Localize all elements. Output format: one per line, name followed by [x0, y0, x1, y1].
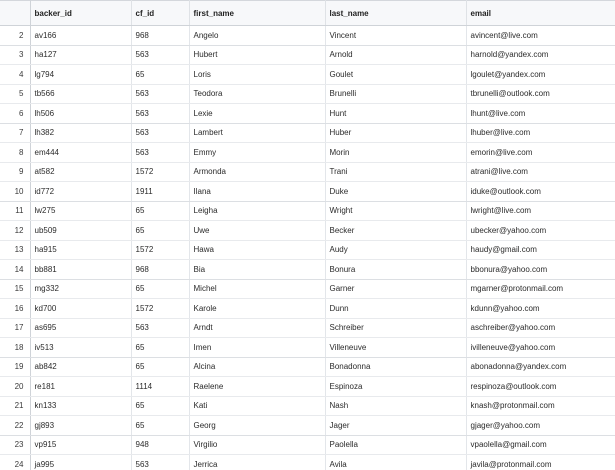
cell-first-name[interactable]: Jerrica	[189, 455, 325, 470]
cell-backer-id[interactable]: ja995	[30, 455, 131, 470]
cell-email[interactable]: atrani@live.com	[466, 162, 615, 182]
cell-backer-id[interactable]: lh382	[30, 123, 131, 143]
cell-first-name[interactable]: Emmy	[189, 143, 325, 163]
cell-email[interactable]: avincent@live.com	[466, 26, 615, 46]
cell-last-name[interactable]: Brunelli	[325, 84, 466, 104]
cell-backer-id[interactable]: lg794	[30, 65, 131, 85]
cell-first-name[interactable]: Georg	[189, 416, 325, 436]
cell-first-name[interactable]: Angelo	[189, 26, 325, 46]
row-number-header[interactable]	[0, 1, 30, 26]
cell-email[interactable]: bbonura@yahoo.com	[466, 260, 615, 280]
cell-first-name[interactable]: Uwe	[189, 221, 325, 241]
cell-cf-id[interactable]: 1572	[131, 299, 189, 319]
row-number[interactable]: 18	[0, 338, 30, 358]
cell-email[interactable]: abonadonna@yandex.com	[466, 357, 615, 377]
cell-last-name[interactable]: Nash	[325, 396, 466, 416]
cell-last-name[interactable]: Huber	[325, 123, 466, 143]
row-number[interactable]: 9	[0, 162, 30, 182]
row-number[interactable]: 16	[0, 299, 30, 319]
row-number[interactable]: 14	[0, 260, 30, 280]
cell-backer-id[interactable]: mg332	[30, 279, 131, 299]
cell-last-name[interactable]: Goulet	[325, 65, 466, 85]
cell-email[interactable]: gjager@yahoo.com	[466, 416, 615, 436]
cell-cf-id[interactable]: 1572	[131, 162, 189, 182]
cell-cf-id[interactable]: 65	[131, 279, 189, 299]
cell-email[interactable]: ivilleneuve@yahoo.com	[466, 338, 615, 358]
row-number[interactable]: 17	[0, 318, 30, 338]
row-number[interactable]: 13	[0, 240, 30, 260]
table-row[interactable]	[0, 221, 615, 241]
cell-last-name[interactable]: Bonura	[325, 260, 466, 280]
cell-email[interactable]: lhuber@live.com	[466, 123, 615, 143]
table-row[interactable]	[0, 26, 615, 46]
cell-first-name[interactable]: Lambert	[189, 123, 325, 143]
cell-backer-id[interactable]: vp915	[30, 435, 131, 455]
cell-cf-id[interactable]: 563	[131, 318, 189, 338]
column-header-backer-id[interactable]: backer_id	[30, 1, 131, 26]
cell-backer-id[interactable]: as695	[30, 318, 131, 338]
row-number[interactable]: 21	[0, 396, 30, 416]
cell-backer-id[interactable]: lw275	[30, 201, 131, 221]
cell-cf-id[interactable]: 65	[131, 201, 189, 221]
table-row[interactable]	[0, 104, 615, 124]
cell-cf-id[interactable]: 563	[131, 455, 189, 470]
cell-first-name[interactable]: Loris	[189, 65, 325, 85]
cell-first-name[interactable]: Ilana	[189, 182, 325, 202]
table-row[interactable]	[0, 396, 615, 416]
cell-cf-id[interactable]: 65	[131, 338, 189, 358]
cell-email[interactable]: emorin@live.com	[466, 143, 615, 163]
cell-cf-id[interactable]: 563	[131, 143, 189, 163]
table-row[interactable]	[0, 65, 615, 85]
cell-last-name[interactable]: Trani	[325, 162, 466, 182]
cell-cf-id[interactable]: 563	[131, 45, 189, 65]
cell-last-name[interactable]: Garner	[325, 279, 466, 299]
cell-backer-id[interactable]: tb566	[30, 84, 131, 104]
cell-email[interactable]: harnold@yandex.com	[466, 45, 615, 65]
cell-backer-id[interactable]: iv513	[30, 338, 131, 358]
cell-backer-id[interactable]: ha915	[30, 240, 131, 260]
cell-cf-id[interactable]: 1911	[131, 182, 189, 202]
cell-first-name[interactable]: Alcina	[189, 357, 325, 377]
table-row[interactable]	[0, 162, 615, 182]
row-number[interactable]: 22	[0, 416, 30, 436]
cell-last-name[interactable]: Espinoza	[325, 377, 466, 397]
cell-last-name[interactable]: Audy	[325, 240, 466, 260]
cell-first-name[interactable]: Raelene	[189, 377, 325, 397]
table-row[interactable]	[0, 201, 615, 221]
cell-cf-id[interactable]: 65	[131, 357, 189, 377]
cell-last-name[interactable]: Morin	[325, 143, 466, 163]
cell-first-name[interactable]: Hawa	[189, 240, 325, 260]
cell-backer-id[interactable]: id772	[30, 182, 131, 202]
cell-email[interactable]: haudy@gmail.com	[466, 240, 615, 260]
table-row[interactable]	[0, 45, 615, 65]
column-header-last-name[interactable]: last_name	[325, 1, 466, 26]
cell-last-name[interactable]: Bonadonna	[325, 357, 466, 377]
cell-email[interactable]: aschreiber@yahoo.com	[466, 318, 615, 338]
cell-first-name[interactable]: Imen	[189, 338, 325, 358]
cell-email[interactable]: tbrunelli@outlook.com	[466, 84, 615, 104]
row-number[interactable]: 7	[0, 123, 30, 143]
cell-backer-id[interactable]: bb881	[30, 260, 131, 280]
row-number[interactable]: 3	[0, 45, 30, 65]
cell-backer-id[interactable]: kn133	[30, 396, 131, 416]
table-row[interactable]	[0, 377, 615, 397]
table-row[interactable]	[0, 455, 615, 470]
cell-cf-id[interactable]: 563	[131, 123, 189, 143]
cell-backer-id[interactable]: em444	[30, 143, 131, 163]
row-number[interactable]: 4	[0, 65, 30, 85]
cell-last-name[interactable]: Vincent	[325, 26, 466, 46]
cell-first-name[interactable]: Leigha	[189, 201, 325, 221]
cell-email[interactable]: iduke@outlook.com	[466, 182, 615, 202]
row-number[interactable]: 6	[0, 104, 30, 124]
cell-last-name[interactable]: Villeneuve	[325, 338, 466, 358]
cell-first-name[interactable]: Arndt	[189, 318, 325, 338]
cell-first-name[interactable]: Michel	[189, 279, 325, 299]
cell-backer-id[interactable]: at582	[30, 162, 131, 182]
cell-email[interactable]: lwright@live.com	[466, 201, 615, 221]
cell-email[interactable]: kdunn@yahoo.com	[466, 299, 615, 319]
table-row[interactable]	[0, 338, 615, 358]
cell-last-name[interactable]: Paolella	[325, 435, 466, 455]
cell-backer-id[interactable]: kd700	[30, 299, 131, 319]
table-row[interactable]	[0, 416, 615, 436]
cell-first-name[interactable]: Lexie	[189, 104, 325, 124]
cell-email[interactable]: vpaolella@gmail.com	[466, 435, 615, 455]
table-row[interactable]	[0, 279, 615, 299]
cell-first-name[interactable]: Karole	[189, 299, 325, 319]
cell-email[interactable]: knash@protonmail.com	[466, 396, 615, 416]
cell-last-name[interactable]: Schreiber	[325, 318, 466, 338]
column-header-cf-id[interactable]: cf_id	[131, 1, 189, 26]
row-number[interactable]: 8	[0, 143, 30, 163]
cell-cf-id[interactable]: 968	[131, 260, 189, 280]
cell-first-name[interactable]: Kati	[189, 396, 325, 416]
cell-first-name[interactable]: Virgilio	[189, 435, 325, 455]
row-number[interactable]: 19	[0, 357, 30, 377]
cell-last-name[interactable]: Avila	[325, 455, 466, 470]
cell-backer-id[interactable]: ub509	[30, 221, 131, 241]
cell-first-name[interactable]: Bia	[189, 260, 325, 280]
table-row[interactable]	[0, 182, 615, 202]
cell-last-name[interactable]: Dunn	[325, 299, 466, 319]
cell-cf-id[interactable]: 968	[131, 26, 189, 46]
cell-first-name[interactable]: Teodora	[189, 84, 325, 104]
table-row[interactable]	[0, 260, 615, 280]
cell-email[interactable]: lgoulet@yandex.com	[466, 65, 615, 85]
cell-email[interactable]: javila@protonmail.com	[466, 455, 615, 470]
cell-backer-id[interactable]: ab842	[30, 357, 131, 377]
cell-backer-id[interactable]: av166	[30, 26, 131, 46]
cell-first-name[interactable]: Hubert	[189, 45, 325, 65]
table-row[interactable]	[0, 143, 615, 163]
table-body	[0, 26, 615, 470]
cell-email[interactable]: mgarner@protonmail.com	[466, 279, 615, 299]
table-row[interactable]	[0, 240, 615, 260]
cell-cf-id[interactable]: 563	[131, 104, 189, 124]
cell-cf-id[interactable]: 65	[131, 221, 189, 241]
cell-cf-id[interactable]: 563	[131, 84, 189, 104]
table-row[interactable]	[0, 123, 615, 143]
row-number[interactable]: 24	[0, 455, 30, 470]
cell-last-name[interactable]: Jager	[325, 416, 466, 436]
cell-backer-id[interactable]: gj893	[30, 416, 131, 436]
table-row[interactable]	[0, 299, 615, 319]
header-row	[0, 1, 615, 26]
cell-cf-id[interactable]: 65	[131, 396, 189, 416]
column-header-first-name[interactable]: first_name	[189, 1, 325, 26]
cell-email[interactable]: respinoza@outlook.com	[466, 377, 615, 397]
row-number[interactable]: 23	[0, 435, 30, 455]
table-row[interactable]	[0, 435, 615, 455]
column-header-email[interactable]: email	[466, 1, 615, 26]
row-number[interactable]: 15	[0, 279, 30, 299]
cell-cf-id[interactable]: 1572	[131, 240, 189, 260]
row-number[interactable]: 10	[0, 182, 30, 202]
cell-cf-id[interactable]: 65	[131, 65, 189, 85]
cell-backer-id[interactable]: ha127	[30, 45, 131, 65]
cell-last-name[interactable]: Hunt	[325, 104, 466, 124]
cell-first-name[interactable]: Armonda	[189, 162, 325, 182]
cell-backer-id[interactable]: re181	[30, 377, 131, 397]
cell-last-name[interactable]: Duke	[325, 182, 466, 202]
cell-email[interactable]: ubecker@yahoo.com	[466, 221, 615, 241]
cell-cf-id[interactable]: 1114	[131, 377, 189, 397]
cell-last-name[interactable]: Wright	[325, 201, 466, 221]
table-row[interactable]	[0, 318, 615, 338]
cell-cf-id[interactable]: 948	[131, 435, 189, 455]
cell-cf-id[interactable]: 65	[131, 416, 189, 436]
row-number[interactable]: 2	[0, 26, 30, 46]
row-number[interactable]: 12	[0, 221, 30, 241]
table-row[interactable]	[0, 357, 615, 377]
cell-email[interactable]: lhunt@live.com	[466, 104, 615, 124]
table-row[interactable]	[0, 84, 615, 104]
row-number[interactable]: 5	[0, 84, 30, 104]
cell-last-name[interactable]: Arnold	[325, 45, 466, 65]
cell-last-name[interactable]: Becker	[325, 221, 466, 241]
cell-backer-id[interactable]: lh506	[30, 104, 131, 124]
row-number[interactable]: 11	[0, 201, 30, 221]
row-number[interactable]: 20	[0, 377, 30, 397]
